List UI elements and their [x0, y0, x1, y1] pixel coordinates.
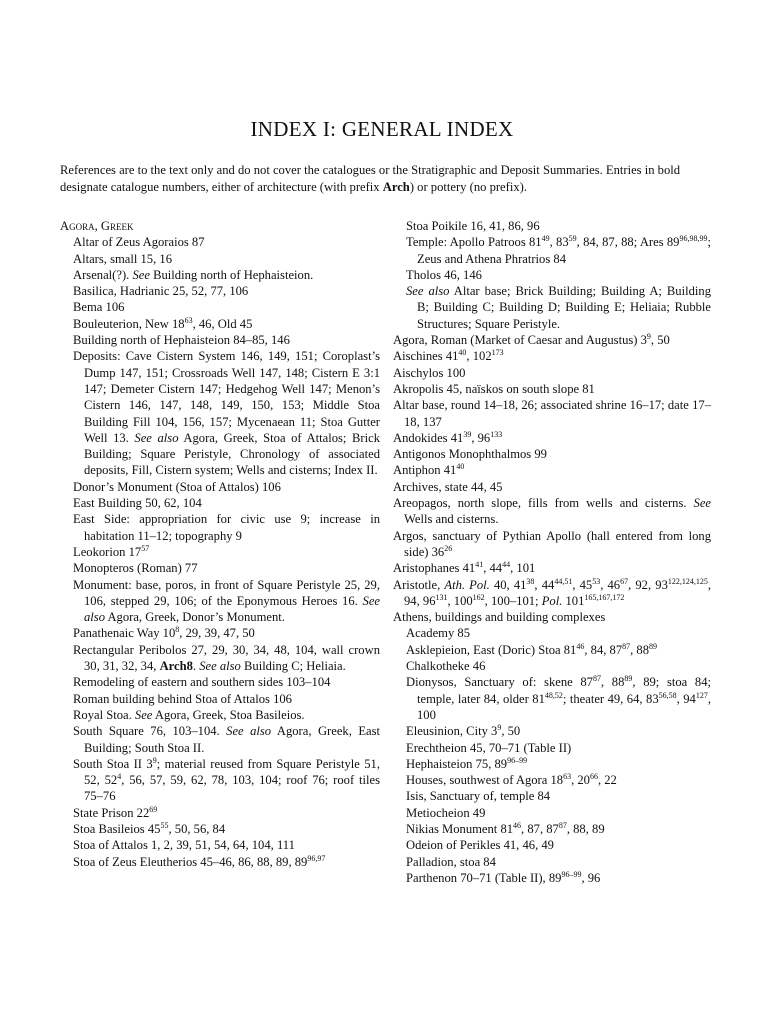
entry-text: , 100	[417, 691, 711, 722]
note-reference: 49	[541, 234, 550, 244]
entry-text: , 84, 87	[584, 642, 623, 657]
entry-text: Antigonos Monophthalmos 99	[393, 447, 547, 462]
entry-text: Akropolis 45, naïskos on south slope 81	[393, 381, 595, 396]
entry-text: , 46	[600, 577, 621, 592]
index-subentry	[60, 316, 380, 332]
note-reference: 173	[491, 348, 504, 358]
entry-text: Odeion of Perikles 41, 46, 49	[406, 838, 554, 853]
entry-text: Athens, buildings and building complexes	[393, 610, 606, 625]
index-subentry	[393, 658, 711, 674]
entry-text: Houses, southwest of Agora 18	[406, 773, 564, 788]
entry-text: Areopagos, north slope, fills from wells and cisterns.	[393, 496, 694, 511]
entry-text: Building north of Hephaisteion.	[149, 267, 314, 282]
entry-text: Agora, Greek, East Building; South Stoa II.	[84, 724, 381, 755]
note-reference: 39	[463, 429, 472, 439]
cross-reference: See also	[226, 724, 272, 739]
entry-text: Stoa Poikile 16, 41, 86, 96	[406, 219, 540, 233]
entry-text: Panathenaic Way 10	[73, 626, 176, 641]
index-entry	[393, 462, 711, 478]
entry-text: , 44	[483, 561, 503, 576]
entry-text: Building C; Heliaia.	[240, 659, 346, 674]
entry-text: , 50	[501, 724, 521, 739]
note-reference: 133	[490, 429, 503, 439]
entry-text: , 89; stoa 84; temple, later 84, older 81	[417, 675, 711, 706]
entry-text: , 96	[471, 430, 491, 445]
entry-text: , 88	[600, 675, 625, 690]
index-entry	[393, 365, 711, 381]
index-entry	[393, 381, 711, 397]
index-subentry	[60, 805, 380, 821]
entry-text: 40, 41	[489, 577, 527, 592]
entry-text: Aischines 41	[393, 349, 459, 364]
cross-reference: See also	[199, 659, 241, 674]
entry-text: , 101	[510, 561, 536, 576]
entry-text: , 44	[534, 577, 555, 592]
entry-text: , 22	[597, 773, 617, 788]
entry-text: Antiphon 41	[393, 463, 457, 478]
note-reference: 87	[622, 641, 631, 651]
index-subentry	[60, 544, 380, 560]
entry-text: .	[192, 659, 200, 674]
entry-text: Bema 106	[73, 300, 125, 315]
note-reference: 26	[444, 543, 453, 553]
note-reference: 96,97	[307, 853, 326, 863]
entry-text: Dionysos, Sanctuary of: skene 87	[406, 675, 593, 690]
entry-text: , 29, 39, 47, 50	[179, 626, 255, 641]
entry-text: Parthenon 70–71 (Table II), 89	[406, 870, 562, 885]
index-subentry	[60, 674, 380, 690]
entry-text: Rectangular Peribolos 27, 29, 30, 34, 48, 104, wall crown 30, 31, 32, 34,	[73, 642, 380, 674]
index-subentry	[60, 837, 380, 853]
entry-text: Aristotle,	[393, 577, 445, 592]
entry-text: , 94	[676, 691, 696, 706]
note-reference: 66	[589, 772, 598, 782]
index-subentry	[60, 821, 380, 837]
entry-text: South Stoa II 3	[73, 756, 153, 771]
note-reference: 38	[526, 576, 535, 586]
entry-text: , 45	[572, 577, 593, 592]
note-reference: 9	[497, 723, 502, 733]
entry-text: , 102	[466, 349, 492, 364]
entry-text: , 83	[549, 235, 569, 250]
entry-text: Agora, Greek, Stoa of Attalos; Brick Building; Square Peristyle, Chronology of associated deposits, Fill, Cistern system; Wells and cisterns; Index II.	[84, 430, 380, 478]
index-subentry	[393, 642, 711, 658]
note-reference: 9	[152, 755, 157, 765]
index-entry	[393, 495, 711, 528]
entry-text: Agora, Greek	[60, 219, 134, 233]
entry-text: Roman building behind Stoa of Attalos 106	[73, 691, 292, 706]
entry-text: ; theater 49, 64, 83	[562, 691, 659, 706]
note-reference: 89	[649, 641, 658, 651]
entry-text: , 100–101;	[484, 593, 542, 608]
entry-text: , 50	[650, 333, 670, 348]
entry-text: Argos, sanctuary of Pythian Apollo (hall entered from long side) 36	[393, 528, 711, 559]
entry-text: , 50, 56, 84	[168, 821, 226, 836]
entry-text: Stoa Basileios 45	[73, 821, 161, 836]
index-subentry	[60, 511, 380, 544]
index-subentry	[393, 740, 711, 756]
note-reference: 96–99	[561, 869, 582, 879]
cross-reference: See also	[84, 593, 380, 625]
cross-reference: Pol.	[541, 593, 563, 608]
entry-text: Isis, Sanctuary of, temple 84	[406, 789, 551, 804]
index-subentry	[60, 577, 380, 626]
entry-text: , 92, 93	[628, 577, 668, 592]
index-subentry	[60, 283, 380, 299]
note-reference: 96,98,99	[679, 234, 708, 244]
cross-reference: See	[132, 267, 150, 282]
entry-text: State Prison 22	[73, 805, 150, 820]
index-subentry	[393, 854, 711, 870]
index-subentry	[60, 854, 380, 870]
entry-text: 101	[562, 593, 585, 608]
note-reference: 87	[558, 820, 567, 830]
note-reference: 63	[184, 315, 193, 325]
entry-text: ) or pottery (no prefix).	[409, 180, 527, 194]
index-subentry	[393, 625, 711, 641]
entry-text: Agora, Greek, Donor’s Monument.	[105, 610, 285, 625]
entry-text: Aristophanes 41	[393, 561, 476, 576]
entry-text: Eleusinion, City 3	[406, 724, 498, 739]
note-reference: 53	[592, 576, 601, 586]
index-entry	[393, 479, 711, 495]
entry-text: Wells and cisterns.	[404, 512, 499, 527]
index-entry	[393, 430, 711, 446]
entry-text: Asklepieion, East (Doric) Stoa 81	[406, 642, 577, 657]
entry-text: , 94, 96	[404, 577, 712, 608]
entry-text: ; Zeus and Athena Phratrios 84	[417, 235, 711, 266]
right-column	[393, 218, 711, 886]
entry-text: Altars, small 15, 16	[73, 251, 172, 266]
note-reference: 4	[117, 772, 122, 782]
index-subentry	[60, 299, 380, 315]
index-subentry	[60, 560, 380, 576]
note-reference: 127	[695, 690, 708, 700]
entry-text: Erechtheion 45, 70–71 (Table II)	[406, 740, 572, 755]
intro-paragraph	[60, 162, 710, 196]
note-reference: 57	[141, 543, 150, 553]
note-reference: 56,58	[658, 690, 677, 700]
index-entry	[393, 528, 711, 561]
entry-text: Basilica, Hadrianic 25, 52, 77, 106	[73, 284, 249, 299]
index-subentry	[393, 805, 711, 821]
entry-text: Metiocheion 49	[406, 805, 486, 820]
catalogue-number: Arch	[382, 180, 410, 194]
note-reference: 69	[149, 804, 158, 814]
note-reference: 55	[160, 820, 169, 830]
index-subentry	[393, 870, 711, 886]
cross-reference: See also	[406, 284, 450, 299]
entry-text: Agora, Roman (Market of Caesar and Augustus) 3	[393, 333, 647, 348]
index-subentry	[393, 837, 711, 853]
note-reference: 40	[458, 348, 467, 358]
index-subentry	[60, 479, 380, 495]
entry-text: Altar base, round 14–18, 26; associated shrine 16–17; date 17–18, 137	[393, 398, 711, 429]
note-reference: 165,167,172	[584, 592, 625, 602]
entry-text: Building north of Hephaisteion 84–85, 146	[73, 333, 290, 348]
index-subentry	[60, 251, 380, 267]
index-subentry	[393, 772, 711, 788]
entry-text: Altar base; Brick Building; Building A; Building B; Building C; Building D; Building E; Heliaia; Rubble Structures; Square Peristyle.	[417, 284, 711, 331]
entry-text: East Building 50, 62, 104	[73, 496, 202, 511]
note-reference: 63	[563, 772, 572, 782]
entry-text: South Square 76, 103–104.	[73, 724, 227, 739]
index-subentry	[60, 348, 380, 478]
entry-text: Royal Stoa.	[73, 707, 135, 722]
page-title: INDEX I: GENERAL INDEX	[250, 117, 514, 141]
entry-text: References are to the text only and do not cover the catalogues or the Stratigraphic and Deposit Summaries. Entries in bold designate catalogue numbers, either of architecture (with prefix	[60, 163, 681, 194]
index-entry	[393, 332, 711, 348]
note-reference: 41	[475, 560, 484, 570]
index-subentry	[60, 625, 380, 641]
entry-text: Nikias Monument 81	[406, 821, 514, 836]
entry-text: , 100	[447, 593, 473, 608]
entry-text: Stoa of Attalos 1, 2, 39, 51, 54, 64, 104, 111	[73, 838, 295, 853]
entry-text: Archives, state 44, 45	[393, 479, 503, 494]
index-subentry	[393, 234, 711, 267]
index-subentry	[60, 707, 380, 723]
note-reference: 48,52	[544, 690, 563, 700]
note-reference: 44,51	[554, 576, 573, 586]
entry-text: Leokorion 17	[73, 544, 142, 559]
left-column	[60, 218, 380, 870]
index-entry	[393, 348, 711, 364]
note-reference: 162	[472, 592, 485, 602]
entry-text: Palladion, stoa 84	[406, 854, 496, 869]
index-entry	[393, 397, 711, 430]
note-reference: 87	[592, 674, 601, 684]
index-subentry	[393, 756, 711, 772]
note-reference: 96–99	[507, 755, 528, 765]
index-subentry	[393, 283, 711, 332]
index-entry	[393, 446, 711, 462]
entry-text: Aischylos 100	[393, 365, 466, 380]
entry-text: Chalkotheke 46	[406, 659, 486, 674]
note-reference: 46	[513, 820, 522, 830]
note-reference: 59	[568, 234, 577, 244]
index-subentry	[60, 691, 380, 707]
index-subentry	[60, 267, 380, 283]
entry-text: , 87, 87	[521, 821, 559, 836]
index-subentry	[60, 332, 380, 348]
entry-text: Donor’s Monument (Stoa of Attalos) 106	[73, 479, 281, 494]
entry-text: Stoa of Zeus Eleutherios 45–46, 86, 88, 89, 89	[73, 854, 308, 869]
index-entry	[393, 577, 711, 610]
index-subentry	[393, 674, 711, 723]
cross-reference: See	[693, 496, 711, 511]
index-entry	[393, 609, 711, 625]
entry-text: , 88, 89	[566, 821, 605, 836]
index-subentry	[393, 821, 711, 837]
index-entry	[393, 560, 711, 576]
entry-text: Academy 85	[406, 626, 470, 641]
entry-text: Tholos 46, 146	[406, 267, 482, 282]
index-subentry	[60, 495, 380, 511]
entry-text: , 96	[581, 870, 601, 885]
note-reference: 9	[646, 332, 651, 342]
entry-text: , 46, Old 45	[192, 316, 253, 331]
entry-text: Agora, Greek, Stoa Basileios.	[152, 707, 305, 722]
entry-text: East Side: appropriation for civic use 9; increase in habitation 11–12; topography 9	[73, 512, 380, 543]
index-subentry	[60, 756, 380, 805]
note-reference: 40	[456, 462, 465, 472]
catalogue-number: Arch8	[159, 659, 193, 674]
entry-text: Remodeling of eastern and southern sides 103–104	[73, 675, 331, 690]
index-subentry	[60, 723, 380, 756]
note-reference: 122,124,125	[667, 576, 708, 586]
index-subentry	[60, 234, 380, 250]
note-reference: 89	[624, 674, 633, 684]
index-subentry	[60, 642, 380, 675]
entry-text: Hephaisteion 75, 89	[406, 756, 508, 771]
cross-reference: See	[134, 707, 153, 722]
entry-text: Arsenal(?).	[73, 267, 133, 282]
cross-reference: See also	[134, 430, 179, 445]
entry-text: , 84, 87, 88; Ares 89	[576, 235, 680, 250]
entry-text: Altar of Zeus Agoraios 87	[73, 235, 205, 250]
note-reference: 67	[620, 576, 629, 586]
index-heading	[60, 218, 380, 234]
entry-text: , 56, 57, 59, 62, 78, 103, 104; roof 76; roof tiles 75–76	[84, 773, 381, 804]
entry-text: Monument: base, poros, in front of Square Peristyle 25, 29, 106, stepped 29, 106; of the Eponymous Heroes 16.	[73, 577, 380, 608]
index-subentry	[393, 788, 711, 804]
index-subentry	[393, 218, 711, 234]
note-reference: 46	[576, 641, 585, 651]
cross-reference: Ath. Pol.	[444, 577, 490, 592]
entry-text: Deposits: Cave Cistern System 146, 149, 151; Coroplast’s Dump 147, 151; Crossroads Well 147, 148; Cistern E 3:1 147; Demeter Cistern 147; Hedgehog Well 147; Menon’s Cistern 146, 147, 148, 149, 150, 153; Middle Stoa Building Fill 104, 156, 157; Mycenaean 11; Stoa Gutter Well 13.	[73, 349, 380, 445]
entry-text: ; material reused from Square Peristyle 51, 52, 52	[84, 756, 380, 788]
entry-text: , 20	[571, 773, 590, 788]
entry-text: Bouleuterion, New 18	[73, 316, 185, 331]
entry-text: , 88	[630, 642, 650, 657]
note-reference: 44	[502, 560, 511, 570]
note-reference: 131	[435, 592, 448, 602]
entry-text: Monopteros (Roman) 77	[73, 561, 198, 576]
note-reference: 8	[175, 625, 180, 635]
entry-text: Temple: Apollo Patroos 81	[406, 235, 542, 250]
entry-text: Andokides 41	[393, 430, 464, 445]
index-subentry	[393, 723, 711, 739]
index-subentry	[393, 267, 711, 283]
